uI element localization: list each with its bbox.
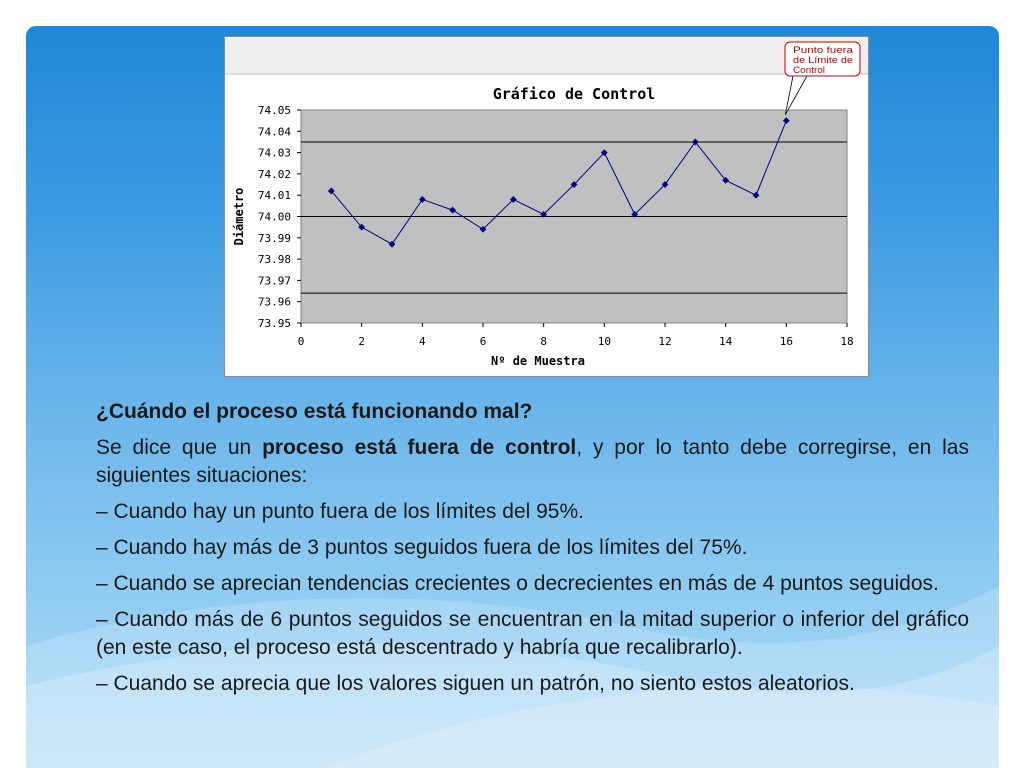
y-tick-label: 74.02	[257, 167, 291, 181]
y-tick-label: 73.95	[257, 317, 291, 330]
callout-text-line: Control	[793, 65, 825, 75]
y-tick-label: 74.04	[257, 125, 291, 139]
chart-header-band	[225, 37, 868, 74]
x-tick-label: 4	[419, 335, 426, 348]
intro-paragraph: Se dice que un proceso está fuera de control, y por lo tanto debe corregirse, en las siguientes situaciones:	[96, 436, 969, 487]
x-tick-label: 14	[719, 335, 733, 348]
list-item: – Cuando hay un punto fuera de los límites del 95%.	[96, 500, 584, 523]
slide-text	[96, 398, 969, 706]
x-tick-label: 12	[658, 335, 672, 348]
x-tick-label: 2	[358, 335, 365, 348]
callout-text-line: Punto fuera	[793, 45, 853, 55]
y-axis-label: Diámetro	[232, 187, 246, 246]
y-tick-label: 74.00	[257, 210, 291, 224]
y-tick-label: 74.05	[257, 104, 291, 117]
callout-text-line: de Límite de	[793, 55, 853, 65]
x-tick-label: 0	[297, 335, 305, 348]
y-tick-label: 73.97	[257, 274, 291, 288]
list-item: – Cuando se aprecian tendencias crecientes o decrecientes en más de 4 puntos seguidos.	[96, 572, 939, 595]
list-item: – Cuando se aprecia que los valores siguen un patrón, no siento estos aleatorios.	[96, 672, 855, 695]
list-item: – Cuando hay más de 3 puntos seguidos fuera de los límites del 75%.	[96, 536, 748, 559]
chart-svg	[225, 37, 868, 376]
callout-pointer	[785, 76, 807, 115]
x-tick-label: 10	[597, 335, 611, 348]
y-tick-label: 73.99	[257, 231, 291, 245]
x-tick-label: 8	[540, 335, 547, 348]
x-tick-label: 18	[840, 335, 854, 348]
y-tick-label: 74.01	[257, 189, 291, 203]
y-tick-label: 74.03	[257, 146, 291, 160]
list-item: – Cuando más de 6 puntos seguidos se encuentran en la mitad superior o inferior del gráfico (en este caso, el proceso está descentrado y habría que recalibrarlo).	[96, 608, 969, 659]
x-tick-label: 16	[779, 335, 793, 348]
intro-bold-term: proceso está fuera de control	[262, 436, 577, 459]
control-chart	[224, 36, 869, 377]
x-tick-label: 6	[479, 335, 487, 348]
chart-title: Gráfico de Control	[492, 85, 656, 103]
question-heading: ¿Cuándo el proceso está funcionando mal?	[96, 400, 533, 423]
y-tick-label: 73.98	[257, 253, 291, 267]
y-tick-label: 73.96	[257, 295, 291, 309]
x-axis-label: Nº de Muestra	[491, 354, 585, 368]
